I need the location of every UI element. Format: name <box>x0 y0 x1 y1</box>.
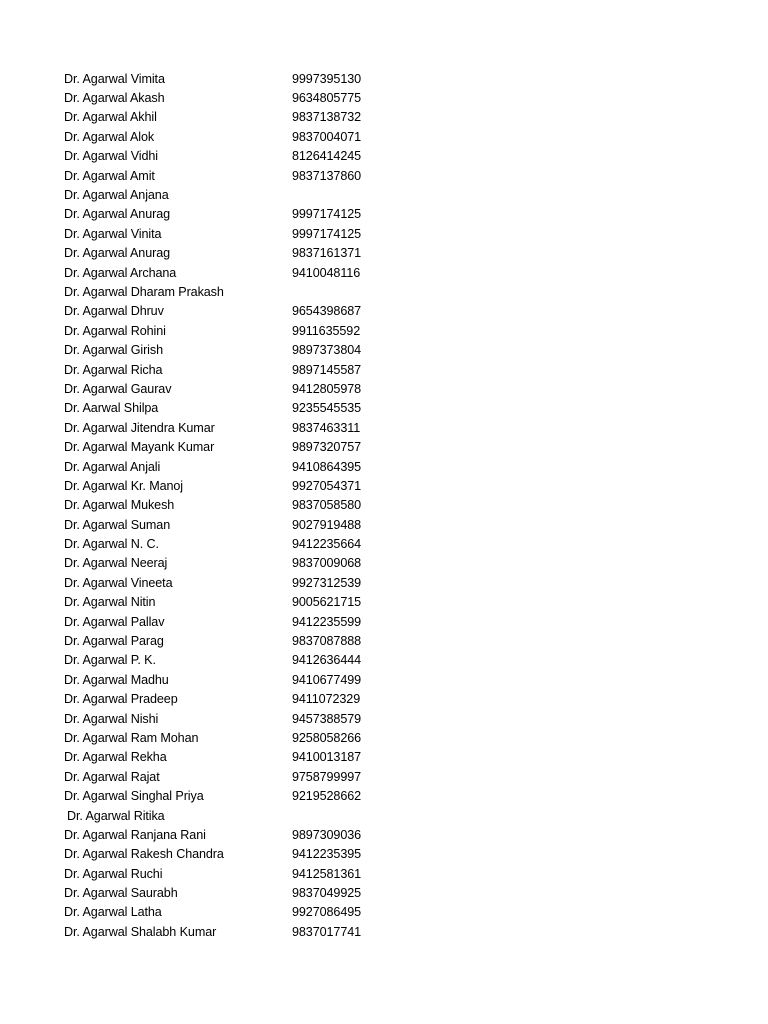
doctor-name: Dr. Agarwal Richa <box>64 362 163 377</box>
phone-number: 9457388579 <box>292 711 362 726</box>
directory-row <box>64 69 384 88</box>
phone-number: 9897320757 <box>292 440 362 455</box>
doctor-name: Dr. Agarwal Vinita <box>64 226 162 241</box>
phone-number: 9837161371 <box>292 246 362 261</box>
doctor-name: Dr. Agarwal Ram Mohan <box>64 730 199 745</box>
phone-number: 9411072329 <box>292 692 361 707</box>
phone-number: 9412235395 <box>292 847 362 862</box>
doctor-name: Dr. Agarwal Pradeep <box>64 692 178 707</box>
doctor-name: Dr. Agarwal Girish <box>64 343 163 358</box>
directory-row <box>64 690 384 709</box>
directory-row <box>64 185 384 204</box>
directory-row <box>64 437 384 456</box>
phone-number: 9654398687 <box>292 304 362 319</box>
directory-row <box>64 496 384 515</box>
phone-number: 9412805978 <box>292 381 362 396</box>
doctor-name: Dr. Agarwal Rajat <box>64 769 160 784</box>
doctor-name: Dr. Agarwal Dharam Prakash <box>64 284 224 299</box>
phone-number: 9927086495 <box>292 905 362 920</box>
directory-row <box>64 922 384 941</box>
doctor-name: Dr. Agarwal Saurabh <box>64 886 178 901</box>
directory-row <box>64 883 384 902</box>
directory-row <box>64 864 384 883</box>
directory-row <box>64 244 384 263</box>
phone-number: 9837138732 <box>292 110 362 125</box>
directory-row <box>64 476 384 495</box>
directory-row <box>64 612 384 631</box>
directory-row <box>64 166 384 185</box>
doctor-name: Dr. Agarwal Rohini <box>64 323 166 338</box>
directory-row <box>64 593 384 612</box>
directory-row <box>64 651 384 670</box>
directory-row <box>64 127 384 146</box>
directory-row <box>64 728 384 747</box>
directory-row <box>64 263 384 282</box>
doctor-name: Dr. Agarwal Neeraj <box>64 556 168 571</box>
directory-row <box>64 340 384 359</box>
directory-row <box>64 360 384 379</box>
phone-number: 9837087888 <box>292 634 362 649</box>
directory-row <box>64 88 384 107</box>
phone-number: 9997174125 <box>292 226 362 241</box>
doctor-name: Dr. Agarwal Amit <box>64 168 155 183</box>
doctor-name: Dr. Agarwal Ranjana Rani <box>64 827 206 842</box>
doctor-name: Dr. Agarwal Parag <box>64 634 164 649</box>
doctor-name: Dr. Agarwal P. K. <box>64 653 156 668</box>
doctor-name: Dr. Agarwal Nishi <box>64 711 159 726</box>
doctor-name: Dr. Agarwal Anurag <box>64 246 171 261</box>
doctor-name: Dr. Agarwal Pallav <box>64 614 165 629</box>
doctor-directory-list <box>64 69 384 942</box>
directory-row <box>64 108 384 127</box>
doctor-name: Dr. Agarwal Dhruv <box>64 304 164 319</box>
doctor-name: Dr. Agarwal Anjana <box>64 188 169 203</box>
doctor-name: Dr. Agarwal Suman <box>64 517 171 532</box>
phone-number: 9837058580 <box>292 498 362 513</box>
phone-number: 9410048116 <box>292 265 361 280</box>
directory-row <box>64 534 384 553</box>
doctor-name: Dr. Agarwal Singhal Priya <box>64 789 204 804</box>
doctor-name: Dr. Agarwal Jitendra Kumar <box>64 420 215 435</box>
directory-row <box>64 709 384 728</box>
directory-row <box>64 379 384 398</box>
directory-row <box>64 670 384 689</box>
directory-row <box>64 399 384 418</box>
phone-number: 9837017741 <box>292 924 362 939</box>
phone-number: 9758799997 <box>292 769 362 784</box>
phone-number: 9027919488 <box>292 517 362 532</box>
doctor-name: Dr. Agarwal Rekha <box>64 750 167 765</box>
phone-number: 9997174125 <box>292 207 362 222</box>
doctor-name: Dr. Agarwal Vimita <box>64 71 165 86</box>
phone-number: 9634805775 <box>292 91 362 106</box>
directory-row <box>64 786 384 805</box>
doctor-name: Dr. Agarwal Vineeta <box>64 575 173 590</box>
doctor-name: Dr. Agarwal Ritika <box>67 808 165 823</box>
phone-number: 9897373804 <box>292 343 362 358</box>
directory-row <box>64 845 384 864</box>
phone-number: 9927054371 <box>292 478 362 493</box>
phone-number: 9235545535 <box>292 401 362 416</box>
phone-number: 9412636444 <box>292 653 362 668</box>
directory-row <box>64 302 384 321</box>
directory-row <box>64 147 384 166</box>
doctor-name: Dr. Agarwal Kr. Manoj <box>64 478 183 493</box>
doctor-name: Dr. Agarwal Latha <box>64 905 162 920</box>
phone-number: 9837004071 <box>292 129 362 144</box>
phone-number: 9005621715 <box>292 595 362 610</box>
phone-number: 9837049925 <box>292 886 362 901</box>
phone-number: 9410013187 <box>292 750 362 765</box>
directory-row <box>64 205 384 224</box>
phone-number: 8126414245 <box>292 149 362 164</box>
doctor-name: Dr. Agarwal Akash <box>64 91 165 106</box>
phone-number: 9412581361 <box>292 866 362 881</box>
doctor-name: Dr. Agarwal Shalabh Kumar <box>64 924 217 939</box>
directory-row <box>64 573 384 592</box>
directory-row <box>64 903 384 922</box>
doctor-name: Dr. Agarwal Rakesh Chandra <box>64 847 224 862</box>
doctor-name: Dr. Agarwal Madhu <box>64 672 169 687</box>
doctor-name: Dr. Agarwal Akhil <box>64 110 157 125</box>
phone-number: 9410677499 <box>292 672 362 687</box>
phone-number: 9412235664 <box>292 537 362 552</box>
doctor-name: Dr. Agarwal Ruchi <box>64 866 163 881</box>
phone-number: 9837009068 <box>292 556 362 571</box>
doctor-name: Dr. Agarwal Mayank Kumar <box>64 440 215 455</box>
directory-row <box>64 767 384 786</box>
directory-row <box>64 806 384 825</box>
directory-row <box>64 748 384 767</box>
directory-row <box>64 515 384 534</box>
phone-number: 9911635592 <box>292 323 361 338</box>
doctor-name: Dr. Agarwal Alok <box>64 129 155 144</box>
phone-number: 9219528662 <box>292 789 362 804</box>
doctor-name: Dr. Agarwal Anjali <box>64 459 161 474</box>
doctor-name: Dr. Agarwal Mukesh <box>64 498 175 513</box>
directory-row <box>64 554 384 573</box>
directory-row <box>64 825 384 844</box>
doctor-name: Dr. Agarwal Anurag <box>64 207 171 222</box>
phone-number: 9997395130 <box>292 71 362 86</box>
phone-number: 9897309036 <box>292 827 362 842</box>
directory-row <box>64 282 384 301</box>
phone-number: 9837463311 <box>292 420 361 435</box>
doctor-name: Dr. Agarwal Archana <box>64 265 177 280</box>
directory-row <box>64 457 384 476</box>
directory-row <box>64 631 384 650</box>
directory-row <box>64 418 384 437</box>
phone-number: 9410864395 <box>292 459 362 474</box>
doctor-name: Dr. Agarwal Nitin <box>64 595 156 610</box>
phone-number: 9927312539 <box>292 575 362 590</box>
phone-number: 9412235599 <box>292 614 362 629</box>
directory-row <box>64 224 384 243</box>
phone-number: 9837137860 <box>292 168 362 183</box>
doctor-name: Dr. Agarwal Vidhi <box>64 149 158 164</box>
doctor-name: Dr. Agarwal N. C. <box>64 537 159 552</box>
directory-row <box>64 321 384 340</box>
phone-number: 9258058266 <box>292 730 362 745</box>
doctor-name: Dr. Aarwal Shilpa <box>64 401 159 416</box>
doctor-name: Dr. Agarwal Gaurav <box>64 381 172 396</box>
phone-number: 9897145587 <box>292 362 362 377</box>
